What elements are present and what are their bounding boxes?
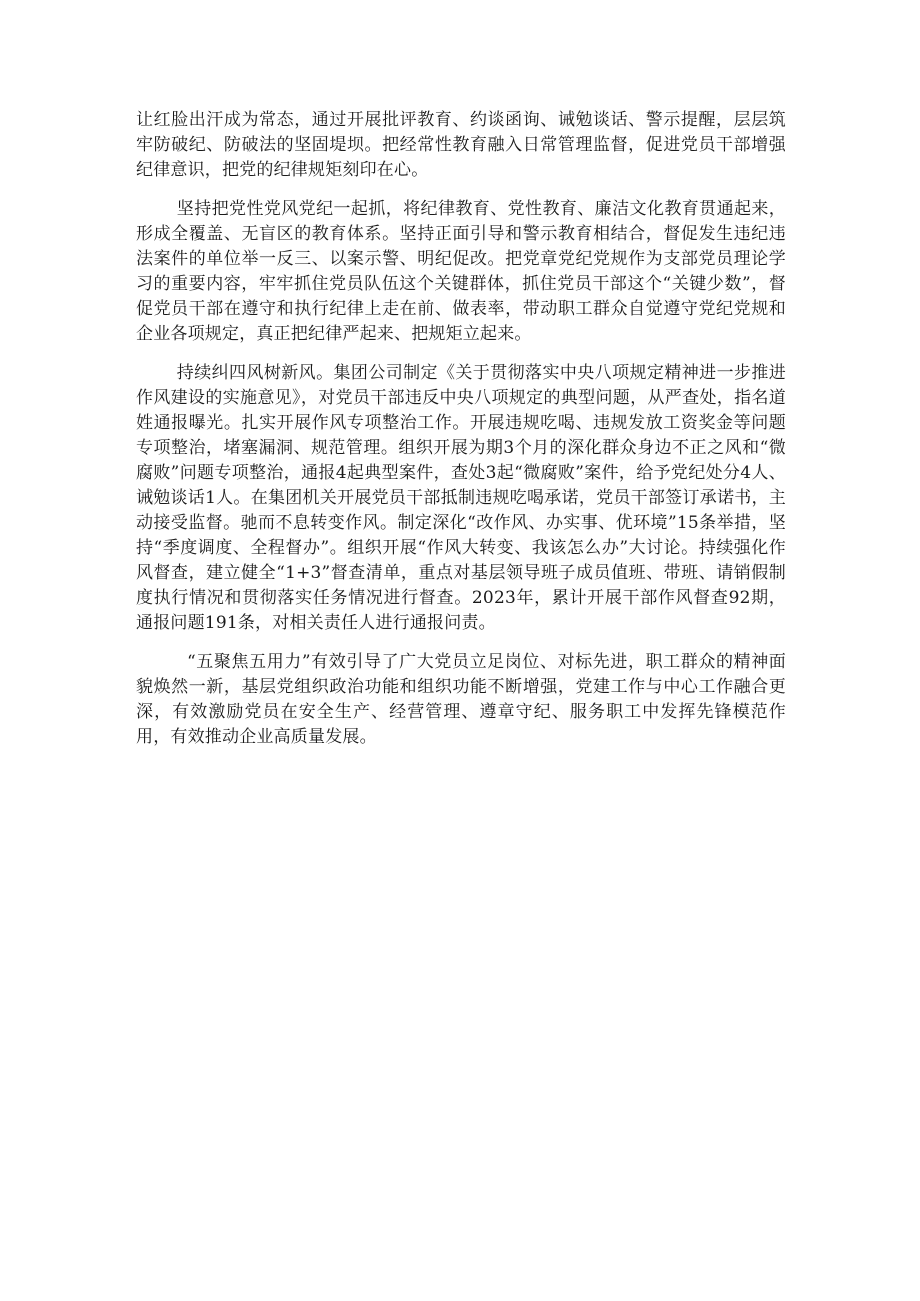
paragraph-party-discipline: 坚持把党性党风党纪一起抓，将纪律教育、党性教育、廉洁文化教育贯通起来，形成全覆盖、无盲区的教育体系。坚持正面引导和警示教育相结合，督促发生违纪违法案件的单位举一反三、以案示警、明纪促改。把党章党纪党规作为支部党员理论学习的重要内容，牢牢抓住党员队伍这个关键群体，抓住党员干部这个“关键少数”，督促党员干部在遵守和执行纪律上走在前、做表率，带动职工群众自觉遵守党纪党规和企业各项规定，真正把纪律严起来、把规矩立起来。	[136, 199, 786, 344]
document-body	[136, 108, 786, 764]
paragraph-conclusion: “五聚焦五用力”有效引导了广大党员立足岗位、对标先进，职工群众的精神面貌焕然一新，基层党组织政治功能和组织功能不断增强，党建工作与中心工作融合更深，有效激励党员在安全生产、经营管理、遵章守纪、服务职工中发挥先锋模范作用，有效推动企业高质量发展。	[136, 652, 786, 747]
paragraph-four-winds: 持续纠四风树新风。集团公司制定《关于贯彻落实中央八项规定精神进一步推进作风建设的实施意见》，对党员干部违反中央八项规定的典型问题，从严查处，指名道姓通报曝光。扎实开展作风专项整治工作。开展违规吃喝、违规发放工资奖金等问题专项整治，堵塞漏洞、规范管理。组织开展为期3个月的深化群众身边不正之风和“微腐败”问题专项整治，通报4起典型案件，查处3起“微腐败”案件，给予党纪处分4人、诫勉谈话1人。在集团机关开展党员干部抵制违规吃喝承诺，党员干部签订承诺书，主动接受监督。驰而不息转变作风。制定深化“改作风、办实事、优环境”15条举措，坚持“季度调度、全程督办”。组织开展“作风大转变、我该怎么办”大讨论。持续强化作风督查，建立健全“1+3”督查清单，重点对基层领导班子成员值班、带班、请销假制度执行情况和贯彻落实任务情况进行督查。2023年，累计开展干部作风督查92期，通报问题191条，对相关责任人进行通报问责。	[136, 363, 786, 633]
paragraph-discipline-education: 让红脸出汗成为常态，通过开展批评教育、约谈函询、诫勉谈话、警示提醒，层层筑牢防破纪、防破法的坚固堤坝。把经常性教育融入日常管理监督，促进党员干部增强纪律意识，把党的纪律规矩刻印在心。	[136, 110, 786, 180]
